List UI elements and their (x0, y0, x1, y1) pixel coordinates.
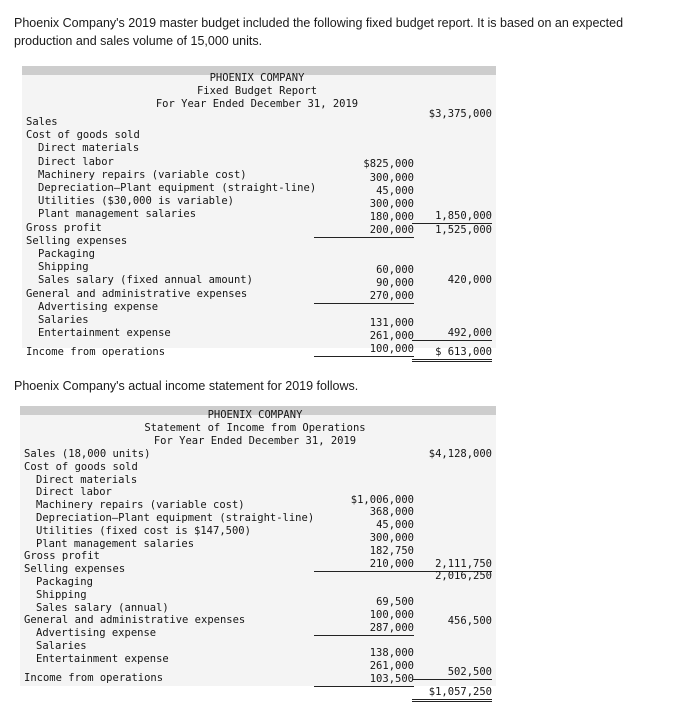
detail-amount: 261,000 (369, 330, 414, 342)
detail-amount: 300,000 (369, 532, 414, 544)
row-label: Depreciation—Plant equipment (straight-line) (38, 182, 317, 194)
row-label: Cost of goods sold (26, 129, 140, 142)
row-label: Shipping (36, 588, 87, 601)
row-label: Plant management salaries (38, 208, 197, 221)
report-title-line: Statement of Income from Operations (144, 422, 366, 434)
detail-amount: 300,000 (369, 198, 414, 210)
total-amount: 420,000 (447, 274, 492, 287)
detail-amount: 210,000 (314, 558, 414, 572)
total-amount: 1,525,000 (435, 223, 492, 236)
detail-amount: 180,000 (369, 211, 414, 224)
row-label: General and administrative expenses (26, 287, 248, 300)
row-label: Machinery repairs (variable cost) (36, 499, 245, 512)
report-title-line: PHOENIX COMPANY (207, 409, 303, 421)
detail-amount: 368,000 (369, 506, 414, 519)
row-label: Direct materials (36, 473, 138, 486)
row-label: Direct materials (38, 142, 140, 155)
report-title-line: For Year Ended December 31, 2019 (155, 98, 359, 110)
total-amount: $3,375,000 (428, 108, 492, 120)
detail-amount: 261,000 (369, 660, 414, 672)
detail-amount: 287,000 (314, 622, 414, 636)
detail-amount: 182,750 (369, 544, 414, 557)
row-label: Selling expenses (24, 563, 126, 576)
row-label: Direct labor (36, 486, 112, 499)
actual-intro-paragraph: Phoenix Company's actual income statement for 2019 follows. (14, 379, 359, 393)
total-amount: 2,111,750 (412, 558, 492, 572)
income-total: $ 613,000 (412, 346, 492, 362)
report-title-line: Fixed Budget Report (196, 85, 318, 97)
detail-amount: 100,000 (314, 343, 414, 357)
total-amount: 456,500 (447, 614, 492, 627)
detail-amount: 100,000 (369, 608, 414, 621)
report-title-line: PHOENIX COMPANY (209, 72, 305, 84)
row-label: Gross profit (26, 221, 102, 234)
row-label: Selling expenses (26, 234, 128, 247)
row-label: Income from operations (26, 346, 166, 359)
row-label: Salaries (36, 640, 87, 652)
detail-amount: 60,000 (376, 264, 414, 276)
detail-amount: 69,500 (376, 596, 414, 608)
detail-amount: 103,500 (314, 673, 414, 687)
row-label: Plant management salaries (36, 537, 195, 550)
row-label: Advertising expense (38, 300, 159, 313)
row-label: Sales salary (annual) (36, 601, 169, 614)
row-label: Machinery repairs (variable cost) (38, 168, 247, 181)
row-label: Packaging (36, 576, 93, 588)
detail-amount: 270,000 (314, 290, 414, 304)
row-label: General and administrative expenses (24, 614, 246, 627)
detail-amount: 138,000 (369, 647, 414, 660)
detail-amount: 131,000 (369, 316, 414, 329)
row-label: Utilities (fixed cost is $147,500) (36, 524, 251, 537)
row-label: Salaries (38, 314, 89, 326)
row-label: Cost of goods sold (24, 460, 138, 473)
row-label: Gross profit (24, 550, 100, 563)
detail-amount: 90,000 (376, 277, 414, 290)
row-label: Utilities ($30,000 is variable) (38, 195, 234, 208)
fixed-budget-report (22, 66, 496, 359)
row-label: Advertising expense (36, 627, 157, 640)
row-label: Sales (26, 116, 58, 128)
row-label: Income from operations (24, 671, 164, 684)
total-amount: 502,500 (412, 666, 492, 680)
row-label: Entertainment expense (38, 327, 171, 340)
total-amount: 492,000 (412, 327, 492, 341)
detail-amount: 200,000 (314, 224, 414, 238)
detail-amount: $825,000 (363, 158, 414, 171)
row-label: Sales (18,000 units) (24, 448, 151, 460)
row-label: Depreciation—Plant equipment (straight-line) (36, 512, 315, 524)
row-label: Shipping (38, 261, 89, 274)
detail-amount: 45,000 (376, 519, 414, 532)
income-total: $1,057,250 (412, 686, 492, 702)
row-label: Packaging (38, 248, 95, 260)
intro-paragraph: Phoenix Company's 2019 master budget included the following fixed budget report. It is based on an expected production and sales volume of 15,000 units. (14, 16, 624, 48)
total-amount: 1,850,000 (412, 210, 492, 224)
total-amount: 2,016,250 (435, 570, 492, 583)
total-amount: $4,128,000 (428, 448, 492, 460)
detail-amount: $1,006,000 (350, 493, 414, 506)
report-title-line: For Year Ended December 31, 2019 (153, 435, 357, 447)
detail-amount: 45,000 (376, 184, 414, 197)
detail-amount: 300,000 (369, 171, 414, 184)
row-label: Direct labor (38, 155, 114, 168)
row-label: Entertainment expense (36, 652, 169, 665)
actual-income-statement (20, 406, 496, 698)
row-label: Sales salary (fixed annual amount) (38, 274, 253, 287)
